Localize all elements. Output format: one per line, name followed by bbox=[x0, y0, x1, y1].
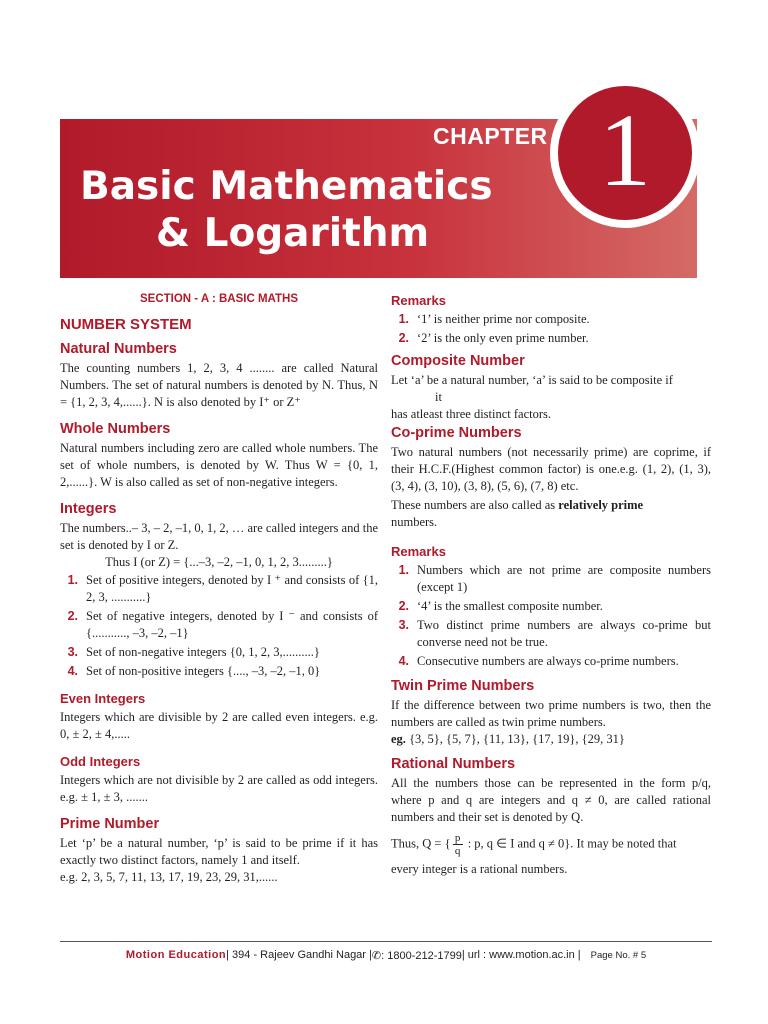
footer-brand: Motion Education bbox=[125, 949, 227, 961]
remarks-list bbox=[391, 311, 711, 347]
list-number: 2. bbox=[67, 609, 78, 623]
coprime-text-2 bbox=[391, 497, 711, 531]
chapter-label: CHAPTER bbox=[433, 123, 548, 149]
heading-prime-number: Prime Number bbox=[60, 816, 160, 832]
right-column bbox=[391, 290, 711, 878]
coprime-text: Two natural numbers (not necessarily prime) are coprime, if their H.C.F.(Highest common factor) is one.e.g. (1, 2), (1, 3), (3, 4), (3, 10), (3, 8), (5, 6), (7, 8) etc. bbox=[391, 445, 711, 493]
list-item bbox=[60, 608, 378, 642]
remarks-list-2 bbox=[391, 562, 711, 670]
heading-odd-integers: Odd Integers bbox=[60, 754, 141, 769]
list-text: Set of negative integers, denoted by I ⁻ and consists of {..........., –3, –2, –1} bbox=[86, 609, 378, 640]
twin-prime-eg-label: eg. bbox=[391, 732, 406, 746]
heading-integers: Integers bbox=[60, 501, 117, 517]
rational-set-pre: Thus, Q = { bbox=[391, 836, 451, 851]
list-number: 4. bbox=[398, 654, 409, 668]
list-text: Set of non-negative integers {0, 1, 2, 3,..........} bbox=[86, 645, 320, 659]
footer-page-number: Page No. # 5 bbox=[590, 949, 647, 961]
fraction-p-over-q bbox=[453, 832, 463, 857]
twin-prime-text: If the difference between two prime numbers is two, then the numbers are called as twin prime numbers. bbox=[391, 698, 711, 729]
list-item bbox=[391, 617, 711, 651]
relatively-prime-term: relatively prime bbox=[558, 498, 644, 512]
list-item bbox=[391, 562, 711, 596]
list-text: ‘2’ is the only even prime number. bbox=[417, 331, 589, 345]
list-number: 1. bbox=[398, 312, 409, 326]
even-integers-text: Integers which are divisible by 2 are called even integers. e.g. 0, ± 2, ± 4,..... bbox=[60, 710, 378, 741]
list-number: 4. bbox=[67, 664, 78, 678]
list-number: 3. bbox=[398, 618, 409, 632]
list-number: 2. bbox=[398, 599, 409, 613]
heading-twin-prime-numbers: Twin Prime Numbers bbox=[391, 678, 535, 694]
list-item bbox=[60, 644, 378, 661]
composite-text-line2: it bbox=[435, 390, 442, 404]
odd-integers-text: Integers which are not divisible by 2 are called as odd integers. e.g. ± 1, ± 3, ....... bbox=[60, 773, 378, 804]
heading-number-system: NUMBER SYSTEM bbox=[60, 316, 192, 333]
section-label: SECTION - A : BASIC MATHS bbox=[139, 293, 298, 305]
page-footer bbox=[60, 946, 712, 964]
list-number: 1. bbox=[398, 563, 409, 577]
coprime-text-2-pre: These numbers are also called as bbox=[391, 498, 559, 512]
whole-numbers-text: Natural numbers including zero are called whole numbers. The set of whole numbers, is denoted by W. Thus W = {0, 1, 2,......}. W is also called as set of non-negative integers. bbox=[60, 441, 378, 489]
list-number: 3. bbox=[67, 645, 78, 659]
list-item bbox=[60, 663, 378, 680]
chapter-badge bbox=[550, 78, 700, 228]
rational-numbers-set bbox=[391, 832, 711, 857]
integers-list bbox=[60, 572, 378, 680]
heading-remarks: Remarks bbox=[391, 293, 446, 308]
left-column bbox=[60, 290, 378, 886]
footer-url: | url : www.motion.ac.in | bbox=[461, 949, 581, 961]
twin-prime-eg: {3, 5}, {5, 7}, {11, 13}, {17, 19}, {29, 31} bbox=[405, 732, 625, 746]
list-item bbox=[391, 653, 711, 670]
chapter-number: 1 bbox=[599, 93, 651, 208]
list-text: Numbers which are not prime are composite numbers (except 1) bbox=[417, 563, 711, 594]
twin-prime-example bbox=[391, 731, 711, 748]
integers-text: The numbers..– 3, – 2, –1, 0, 1, 2, … are called integers and the set is denoted by I or Z. bbox=[60, 521, 378, 552]
chapter-title-line1: Basic Mathematics bbox=[80, 164, 493, 209]
composite-text-line1: Let ‘a’ be a natural number, ‘a’ is said to be composite if bbox=[391, 373, 673, 387]
list-text: Two distinct prime numbers are always co-prime but converse need not be true. bbox=[417, 618, 711, 649]
footer-phone: ✆: 1800-212-1799 bbox=[371, 949, 462, 962]
list-text: Set of non-positive integers {...., –3, –2, –1, 0} bbox=[86, 664, 321, 678]
list-text: ‘1’ is neither prime nor composite. bbox=[417, 312, 590, 326]
heading-natural-numbers: Natural Numbers bbox=[60, 341, 177, 357]
footer-address: | 394 - Rajeev Gandhi Nagar | bbox=[226, 949, 372, 961]
list-item bbox=[391, 330, 711, 347]
composite-text-line3: has atleast three distinct factors. bbox=[391, 407, 552, 421]
heading-coprime-numbers: Co-prime Numbers bbox=[391, 425, 522, 441]
list-text: ‘4’ is the smallest composite number. bbox=[417, 599, 603, 613]
natural-numbers-text: The counting numbers 1, 2, 3, 4 ........ are called Natural Numbers. The set of natural numbers is denoted by N. Thus, N = {1, 2, 3, 4,......}. N is also denoted by I⁺ or Z⁺ bbox=[60, 361, 378, 409]
list-item bbox=[391, 598, 711, 615]
fraction-denominator: q bbox=[454, 845, 461, 857]
chapter-badge-inner bbox=[558, 86, 692, 220]
heading-rational-numbers: Rational Numbers bbox=[391, 756, 516, 772]
integers-set: Thus I (or Z) = {...–3, –2, –1, 0, 1, 2, 3.........} bbox=[105, 555, 333, 569]
footer-divider bbox=[60, 941, 712, 942]
fraction-numerator: p bbox=[454, 832, 461, 844]
rational-numbers-text: All the numbers those can be represented in the form p/q, where p and q are integers and q ≠ 0, are called rational numbers and their set is denoted by Q. bbox=[391, 776, 711, 824]
list-item bbox=[60, 572, 378, 606]
list-text: Set of positive integers, denoted by I ⁺ and consists of {1, 2, 3, ...........} bbox=[86, 573, 378, 604]
list-item bbox=[391, 311, 711, 328]
rational-numbers-note: every integer is a rational numbers. bbox=[391, 862, 568, 876]
heading-composite-number: Composite Number bbox=[391, 353, 525, 369]
rational-set-post: : p, q ∈ I and q ≠ 0}. It may be noted that bbox=[464, 836, 677, 851]
list-text: Consecutive numbers are always co-prime numbers. bbox=[417, 654, 679, 668]
list-number: 2. bbox=[398, 331, 409, 345]
coprime-text-2-post: numbers. bbox=[391, 515, 438, 529]
chapter-title-line2: & Logarithm bbox=[156, 211, 430, 256]
prime-number-example: e.g. 2, 3, 5, 7, 11, 13, 17, 19, 23, 29, 31,...... bbox=[60, 870, 278, 884]
prime-number-text: Let ‘p’ be a natural number, ‘p’ is said to be prime if it has exactly two distinct factors, namely 1 and itself. bbox=[60, 836, 378, 867]
list-number: 1. bbox=[67, 573, 78, 587]
heading-remarks-2: Remarks bbox=[391, 544, 446, 559]
heading-whole-numbers: Whole Numbers bbox=[60, 421, 171, 437]
heading-even-integers: Even Integers bbox=[60, 691, 146, 706]
